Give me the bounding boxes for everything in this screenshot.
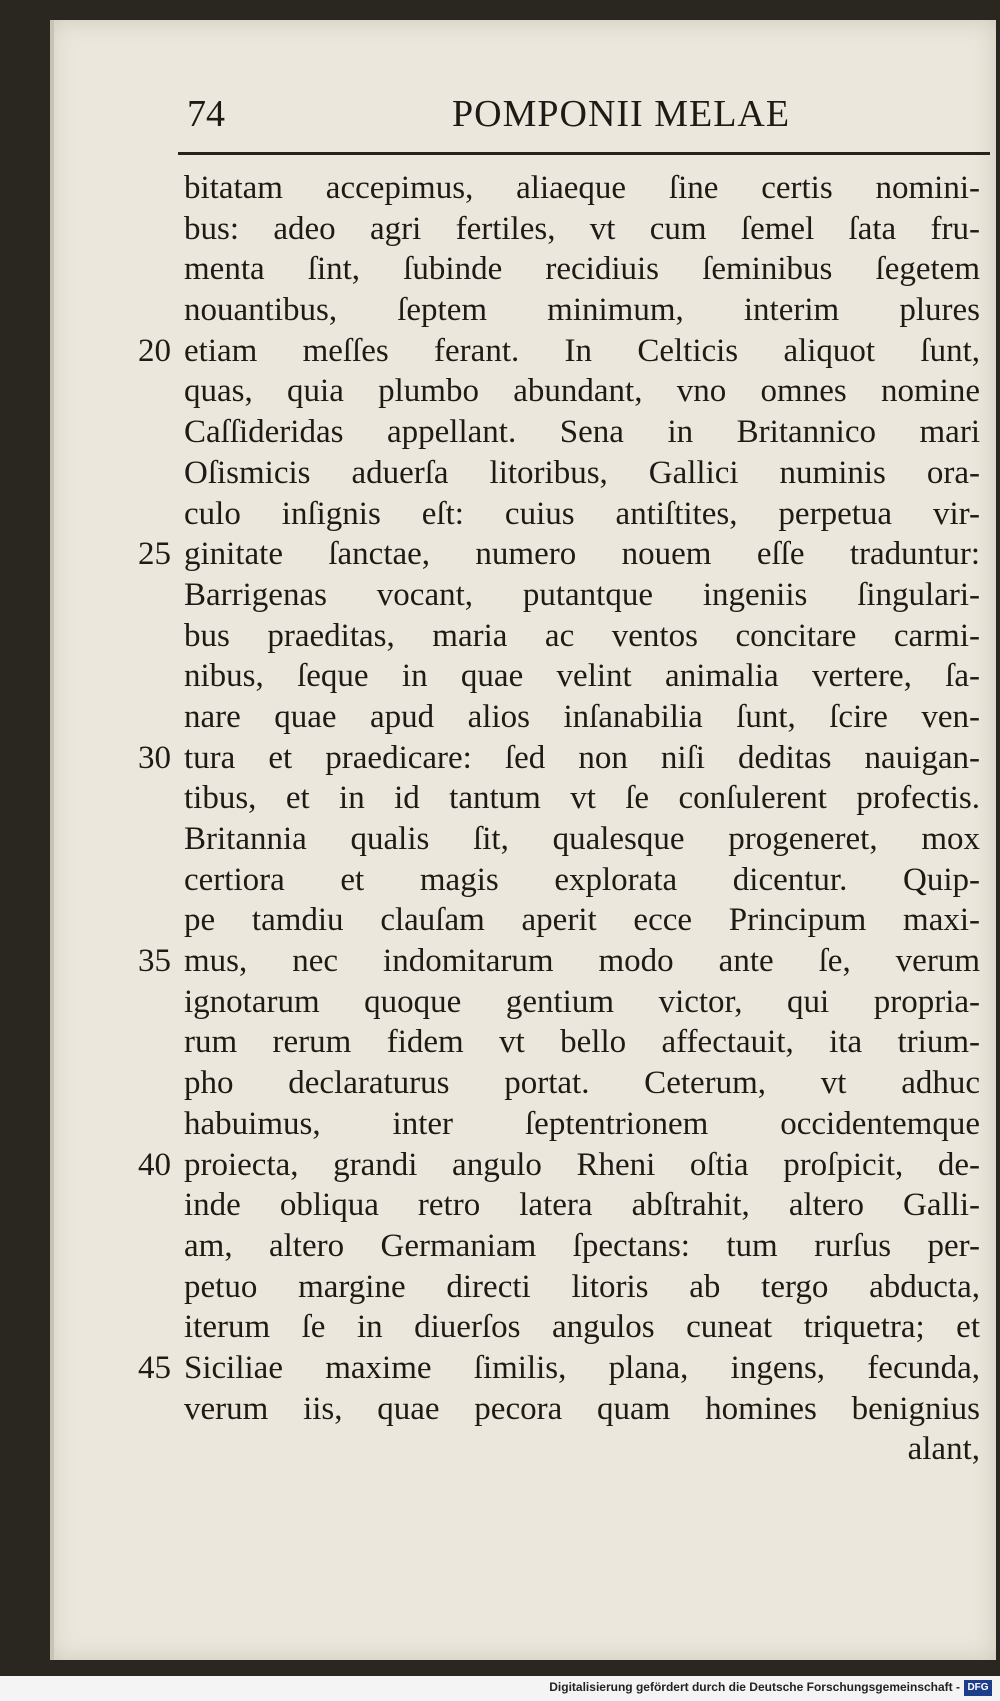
text-line xyxy=(128,738,990,779)
line-text: tibus, et in id tantum vt ſe conſulerent profectis. xyxy=(184,780,980,817)
body-text xyxy=(128,168,990,1470)
text-line xyxy=(128,1389,990,1430)
line-text: nouantibus, ſeptem minimum, interim plures xyxy=(184,292,980,329)
line-text: iterum ſe in diuerſos angulos cuneat triquetra; et xyxy=(184,1309,980,1346)
header-rule xyxy=(178,152,990,155)
text-line xyxy=(128,1307,990,1348)
line-number: 20 xyxy=(138,332,171,369)
line-text: nibus, ſeque in quae velint animalia vertere, ſa- xyxy=(184,658,980,695)
line-text: alant, xyxy=(907,1431,980,1468)
digitization-footer xyxy=(0,1676,1000,1701)
line-text: quas, quia plumbo abundant, vno omnes nomine xyxy=(184,373,980,410)
line-text: tura et praedicare: ſed non niſi deditas nauigan- xyxy=(184,739,980,776)
line-text: bus: adeo agri fertiles, vt cum ſemel ſata fru- xyxy=(184,210,980,247)
text-line xyxy=(128,1063,990,1104)
line-text: Britannia qualis ſit, qualesque progeneret, mox xyxy=(184,821,980,857)
text-line xyxy=(128,1267,990,1308)
text-line xyxy=(128,778,990,819)
text-line xyxy=(128,412,990,453)
page-edge xyxy=(50,20,54,1660)
line-number: 45 xyxy=(138,1349,171,1386)
text-line xyxy=(128,1145,990,1186)
line-text: Caſſideridas appellant. Sena in Britannico mari xyxy=(184,414,980,451)
text-line xyxy=(128,575,990,616)
line-text: petuo margine directi litoris ab tergo abducta, xyxy=(184,1268,980,1305)
text-line xyxy=(128,1185,990,1226)
line-text: pe tamdiu clauſam aperit ecce Principum maxi- xyxy=(184,902,980,939)
line-text: etiam meſſes ferant. In Celticis aliquot ſunt, xyxy=(184,332,980,369)
text-line xyxy=(128,1348,990,1389)
line-text: ginitate ſanctae, numero nouem eſſe traduntur: xyxy=(184,536,980,573)
text-line xyxy=(128,616,990,657)
line-text: rum rerum fidem vt bello affectauit, ita trium- xyxy=(184,1024,980,1061)
text-line xyxy=(128,1104,990,1145)
text-line xyxy=(128,819,990,860)
text-line xyxy=(128,1226,990,1267)
running-title: POMPONII MELAE xyxy=(452,93,791,135)
text-line xyxy=(128,941,990,982)
line-text: bitatam accepimus, aliaeque ſine certis nomini- xyxy=(184,170,980,206)
text-line xyxy=(128,534,990,575)
text-line xyxy=(128,1429,990,1470)
text-line xyxy=(128,290,990,331)
line-number: 40 xyxy=(138,1146,171,1183)
text-line xyxy=(128,494,990,535)
running-head xyxy=(50,84,996,144)
line-text: culo inſignis eſt: cuius antiſtites, perpetua vir- xyxy=(184,495,980,532)
line-text: bus praeditas, maria ac ventos concitare carmi- xyxy=(184,617,980,654)
line-text: mus, nec indomitarum modo ante ſe, verum xyxy=(184,943,980,980)
text-line xyxy=(128,209,990,250)
page-number: 74 xyxy=(187,93,225,135)
text-line xyxy=(128,1022,990,1063)
line-number: 30 xyxy=(138,739,171,776)
line-text: proiecta, grandi angulo Rheni oſtia proſpicit, de- xyxy=(184,1146,980,1183)
text-line xyxy=(128,249,990,290)
line-text: habuimus, inter ſeptentrionem occidentemque xyxy=(184,1105,980,1142)
text-line xyxy=(128,331,990,372)
text-line xyxy=(128,860,990,901)
line-text: pho declaraturus portat. Ceterum, vt adhuc xyxy=(184,1065,980,1102)
line-text: inde obliqua retro latera abſtrahit, altero Galli- xyxy=(184,1187,980,1224)
line-number: 25 xyxy=(138,536,171,573)
text-line xyxy=(128,168,990,209)
line-text: Oſismicis aduerſa litoribus, Gallici numinis ora- xyxy=(184,454,980,491)
text-line xyxy=(128,900,990,941)
line-text: nare quae apud alios inſanabilia ſunt, ſcire ven- xyxy=(184,698,980,735)
line-text: am, altero Germaniam ſpectans: tum rurſus per- xyxy=(184,1227,980,1264)
line-number: 35 xyxy=(138,943,171,980)
line-text: Siciliae maxime ſimilis, plana, ingens, fecunda, xyxy=(184,1349,980,1386)
text-line xyxy=(128,697,990,738)
dfg-logo-icon: DFG xyxy=(964,1680,992,1696)
text-line xyxy=(128,371,990,412)
text-line xyxy=(128,656,990,697)
line-text: certiora et magis explorata dicentur. Quip- xyxy=(184,861,980,898)
line-text: ignotarum quoque gentium victor, qui propria- xyxy=(184,983,980,1020)
line-text: verum iis, quae pecora quam homines benignius xyxy=(184,1390,980,1427)
text-line xyxy=(128,453,990,494)
text-line xyxy=(128,982,990,1023)
line-text: menta ſint, ſubinde recidiuis ſeminibus ſegetem xyxy=(184,251,980,288)
line-text: Barrigenas vocant, putantque ingeniis ſingulari- xyxy=(184,576,980,613)
funding-credit: Digitalisierung gefördert durch die Deutsche Forschungsgemeinschaft - xyxy=(549,1680,960,1694)
